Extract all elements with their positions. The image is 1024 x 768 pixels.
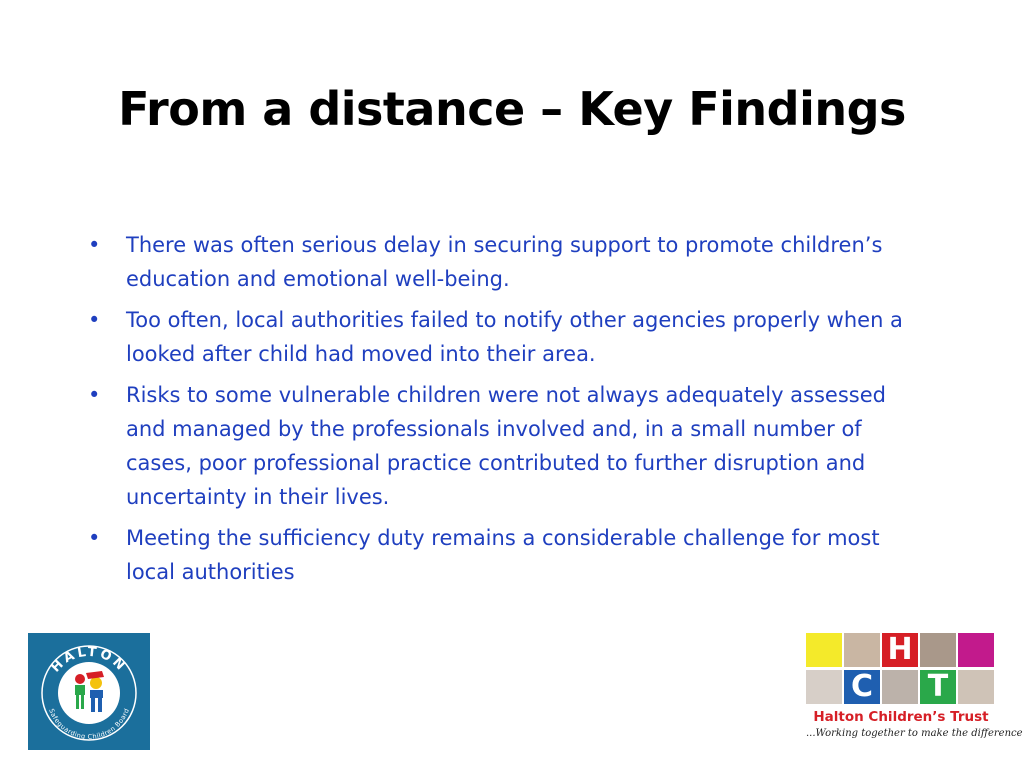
hct-photo-tile — [882, 670, 918, 704]
hct-letter-t: T — [927, 669, 949, 704]
hct-tagline: ...Working together to make the difference — [806, 728, 1023, 739]
bullet-text: Meeting the sufficiency duty remains a considerable challenge for most local authorities — [126, 526, 880, 584]
halton-safeguarding-logo — [28, 633, 150, 750]
bullet-list — [88, 228, 928, 596]
slide-title: From a distance – Key Findings — [118, 82, 906, 136]
list-item — [88, 521, 928, 589]
list-item — [88, 228, 928, 296]
bullet-text: There was often serious delay in securing support to promote children’s education and emotional well-being. — [126, 233, 883, 291]
bullet-marker: • — [88, 233, 101, 257]
halton-childrens-trust-logo — [806, 632, 1023, 745]
hct-photo-grid — [806, 633, 996, 705]
halton-logo-graphic — [28, 633, 150, 750]
hct-photo-tile — [844, 633, 880, 667]
hct-photo-tile — [958, 670, 994, 704]
halton-word: HALTON — [48, 644, 130, 676]
bullet-marker: • — [88, 308, 101, 332]
list-item — [88, 303, 928, 371]
list-item — [88, 378, 928, 514]
halton-subtitle: Safeguarding Children Board — [47, 707, 131, 741]
bullet-marker: • — [88, 526, 101, 550]
hct-tile — [958, 633, 994, 667]
bullet-text: Risks to some vulnerable children were not always adequately assessed and managed by the professionals involved and, in a small number of cases, poor professional practice contributed to further disruption and uncertainty in their lives. — [126, 383, 886, 509]
hct-letter-h: H — [887, 632, 913, 667]
hct-tile — [806, 633, 842, 667]
hct-name: Halton Children’s Trust — [813, 709, 989, 725]
hct-photo-tile — [806, 670, 842, 704]
bullet-text: Too often, local authorities failed to notify other agencies properly when a looked after child had moved into their area. — [126, 308, 903, 366]
hct-photo-tile — [920, 633, 956, 667]
bullet-marker: • — [88, 383, 101, 407]
hct-letter-c: C — [850, 669, 874, 704]
